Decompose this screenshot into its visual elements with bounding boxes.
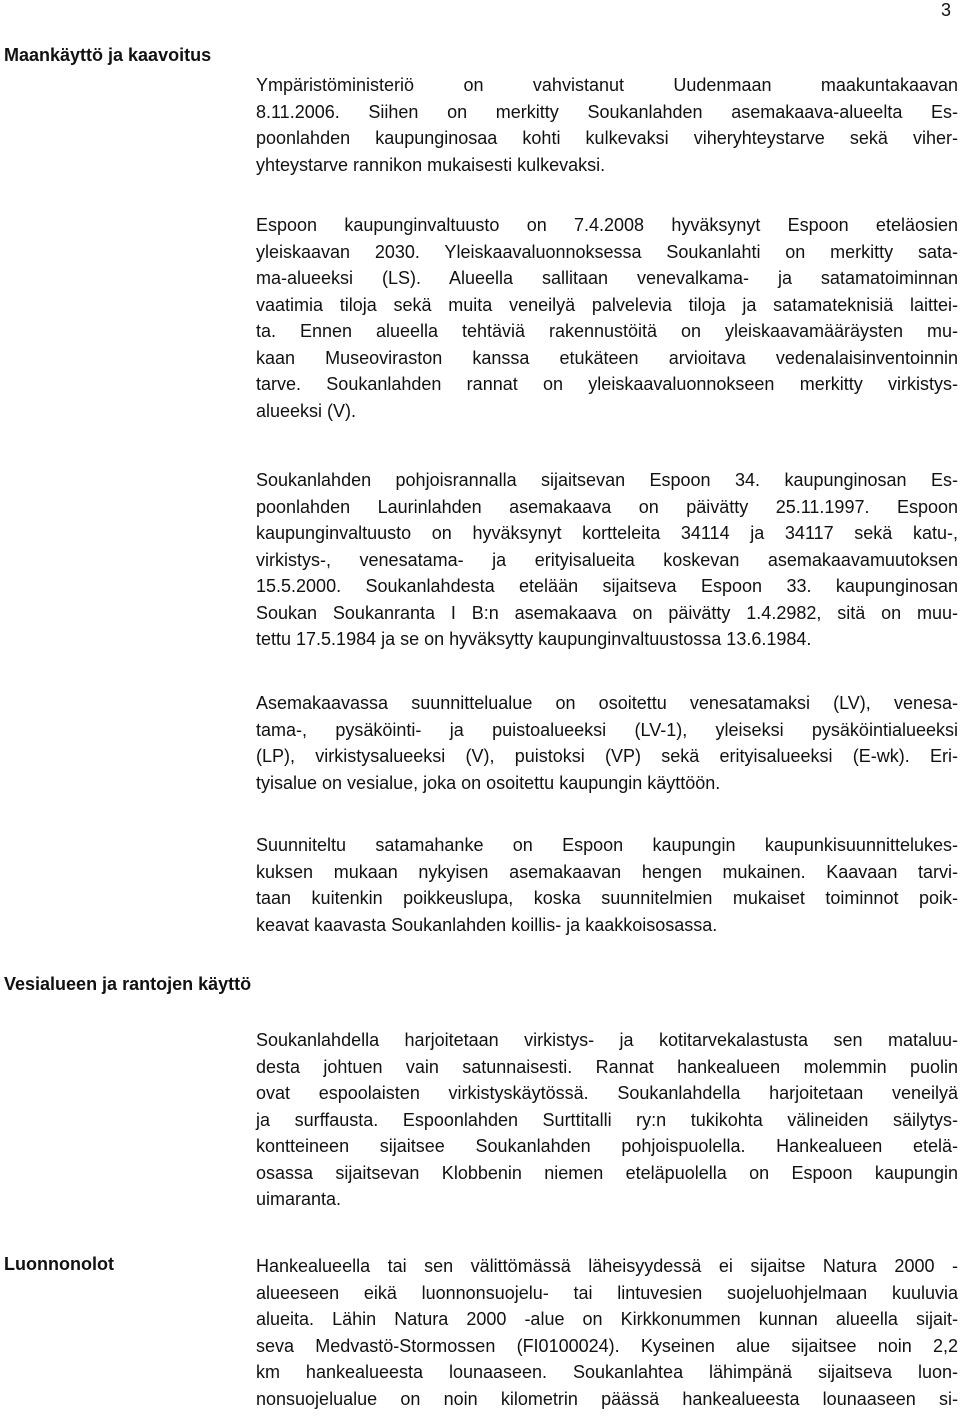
section-heading-luonnonolot: Luonnonolot [4,1254,114,1274]
paragraph-satamahanke [256,832,958,938]
text-line: nonsuojelualue on noin kilometrin päässä hankealueesta lounaaseen si- [256,1388,958,1409]
paragraph-luonnonolot [256,1253,958,1412]
text-line: yhteystarve rannikon mukaisesti kulkevaksi. [256,154,606,175]
text-line: seva Medvastö-Stormossen (FI0100024). Kyseinen alue sijaitsee noin 2,2 [256,1335,958,1356]
page-number: 3 [940,0,951,20]
text-line: kaan Museoviraston kanssa etukäteen arvioitava vedenalaisinventoinnin [256,347,958,368]
text-line: Suunniteltu satamahanke on Espoon kaupungin kaupunkisuunnittelukes- [256,835,958,855]
text-line: Espoon kaupunginvaltuusto on 7.4.2008 hyväksynyt Espoon eteläosien [256,215,958,235]
section-heading-maankaytto: Maankäyttö ja kaavoitus [4,45,212,65]
section-heading-vesialue: Vesialueen ja rantojen käyttö [4,974,252,994]
text-line: ja surffausta. Espoonlahden Surttitalli ry:n tukikohta välineiden säilytys- [256,1109,958,1130]
text-line: 8.11.2006. Siihen on merkitty Soukanlahden asemakaava-alueelta Es- [256,101,958,122]
text-line: osassa sijaitsevan Klobbenin niemen eteläpuolella on Espoon kaupungin [256,1162,958,1183]
text-line: km hankealueesta lounaaseen. Soukanlahtea lähimpänä sijaitseva luon- [256,1362,958,1382]
text-line: 15.5.2000. Soukanlahdesta etelään sijaitseva Espoon 33. kaupunginosan [256,576,958,596]
text-line: kontteineen sijaitsee Soukanlahden pohjoispuolella. Hankealueen etelä- [256,1136,958,1156]
text-line: keavat kaavasta Soukanlahden koillis- ja kaakkoisosassa. [256,914,718,935]
text-line: tarve. Soukanlahden rannat on yleiskaavaluonnokseen merkitty virkistys- [256,374,958,394]
paragraph-vesialue [256,1027,958,1213]
text-line: uimaranta. [256,1189,342,1209]
text-line: Soukan Soukanranta I B:n asemakaava on päivätty 1.4.2982, sitä on muu- [256,602,958,623]
text-line: alueita. Lähin Natura 2000 -alue on Kirkkonummen kunnan alueella sijait- [256,1309,958,1329]
text-line: Hankealueella tai sen välittömässä läheisyydessä ei sijaitse Natura 2000 - [256,1256,958,1276]
text-line: virkistys-, venesatama- ja erityisalueita koskevan asemakaavamuutoksen [256,549,958,570]
text-line: alueeksi (V). [256,400,357,421]
text-line: ma-alueeksi (LS). Alueella sallitaan venevalkama- ja satamatoiminnan [256,268,958,288]
text-line: tama-, pysäköinti- ja puistoalueeksi (LV-1), yleiseksi pysäköintialueeksi [256,719,958,740]
text-line: Asemakaavassa suunnittelualue on osoitettu venesatamaksi (LV), venesa- [256,693,958,713]
paragraph-suunnittelualue [256,690,958,796]
paragraph-maakuntakaava [256,72,958,178]
paragraph-yleiskaava [256,212,958,424]
text-line: kaupunginvaltuusto on hyväksynyt kortteleita 34114 ja 34117 sekä katu-, [256,523,958,543]
text-line: poonlahden kaupunginosaa kohti kulkevaksi viheryhteystarve sekä viher- [256,128,958,148]
text-line: ta. Ennen alueella tehtäviä rakennustöitä on yleiskaavamääräysten mu- [256,321,958,341]
text-line: poonlahden Laurinlahden asemakaava on päivätty 25.11.1997. Espoon [256,496,958,517]
text-line: yleiskaavan 2030. Yleiskaavaluonnoksessa Soukanlahti on merkitty sata- [256,241,958,262]
text-line: (LP), virkistysalueeksi (V), puistoksi (VP) sekä erityisalueeksi (E-wk). Eri- [256,746,958,766]
text-line: vaatimia tiloja sekä muita veneilyä palvelevia tiloja ja satamateknisiä laittei- [256,294,958,315]
text-line: ovat espoolaisten virkistyskäytössä. Soukanlahdella harjoitetaan veneilyä [256,1083,958,1103]
text-line: taan kuitenkin poikkeuslupa, koska suunnitelmien mukaiset toiminnot poik- [256,888,958,908]
text-line: tettu 17.5.1984 ja se on hyväksytty kaupunginvaltuustossa 13.6.1984. [256,629,812,649]
text-line: tyisalue on vesialue, joka on osoitettu kaupungin käyttöön. [256,772,721,793]
text-line: alueeseen eikä luonnonsuojelu- tai lintuvesien suojeluohjelmaan kuuluvia [256,1282,958,1303]
text-line: kuksen mukaan nykyisen asemakaavan hengen mukainen. Kaavaan tarvi- [256,861,958,882]
text-line: Soukanlahden pohjoisrannalla sijaitsevan Espoon 34. kaupunginosan Es- [256,470,958,490]
text-line: Soukanlahdella harjoitetaan virkistys- ja kotitarvekalastusta sen mataluu- [256,1030,958,1050]
text-line: Ympäristöministeriö on vahvistanut Uudenmaan maakuntakaavan [256,75,958,95]
paragraph-asemakaavat [256,467,958,653]
text-line: desta johtuen vain satunnaisesti. Rannat hankealueen molemmin puolin [256,1056,958,1077]
